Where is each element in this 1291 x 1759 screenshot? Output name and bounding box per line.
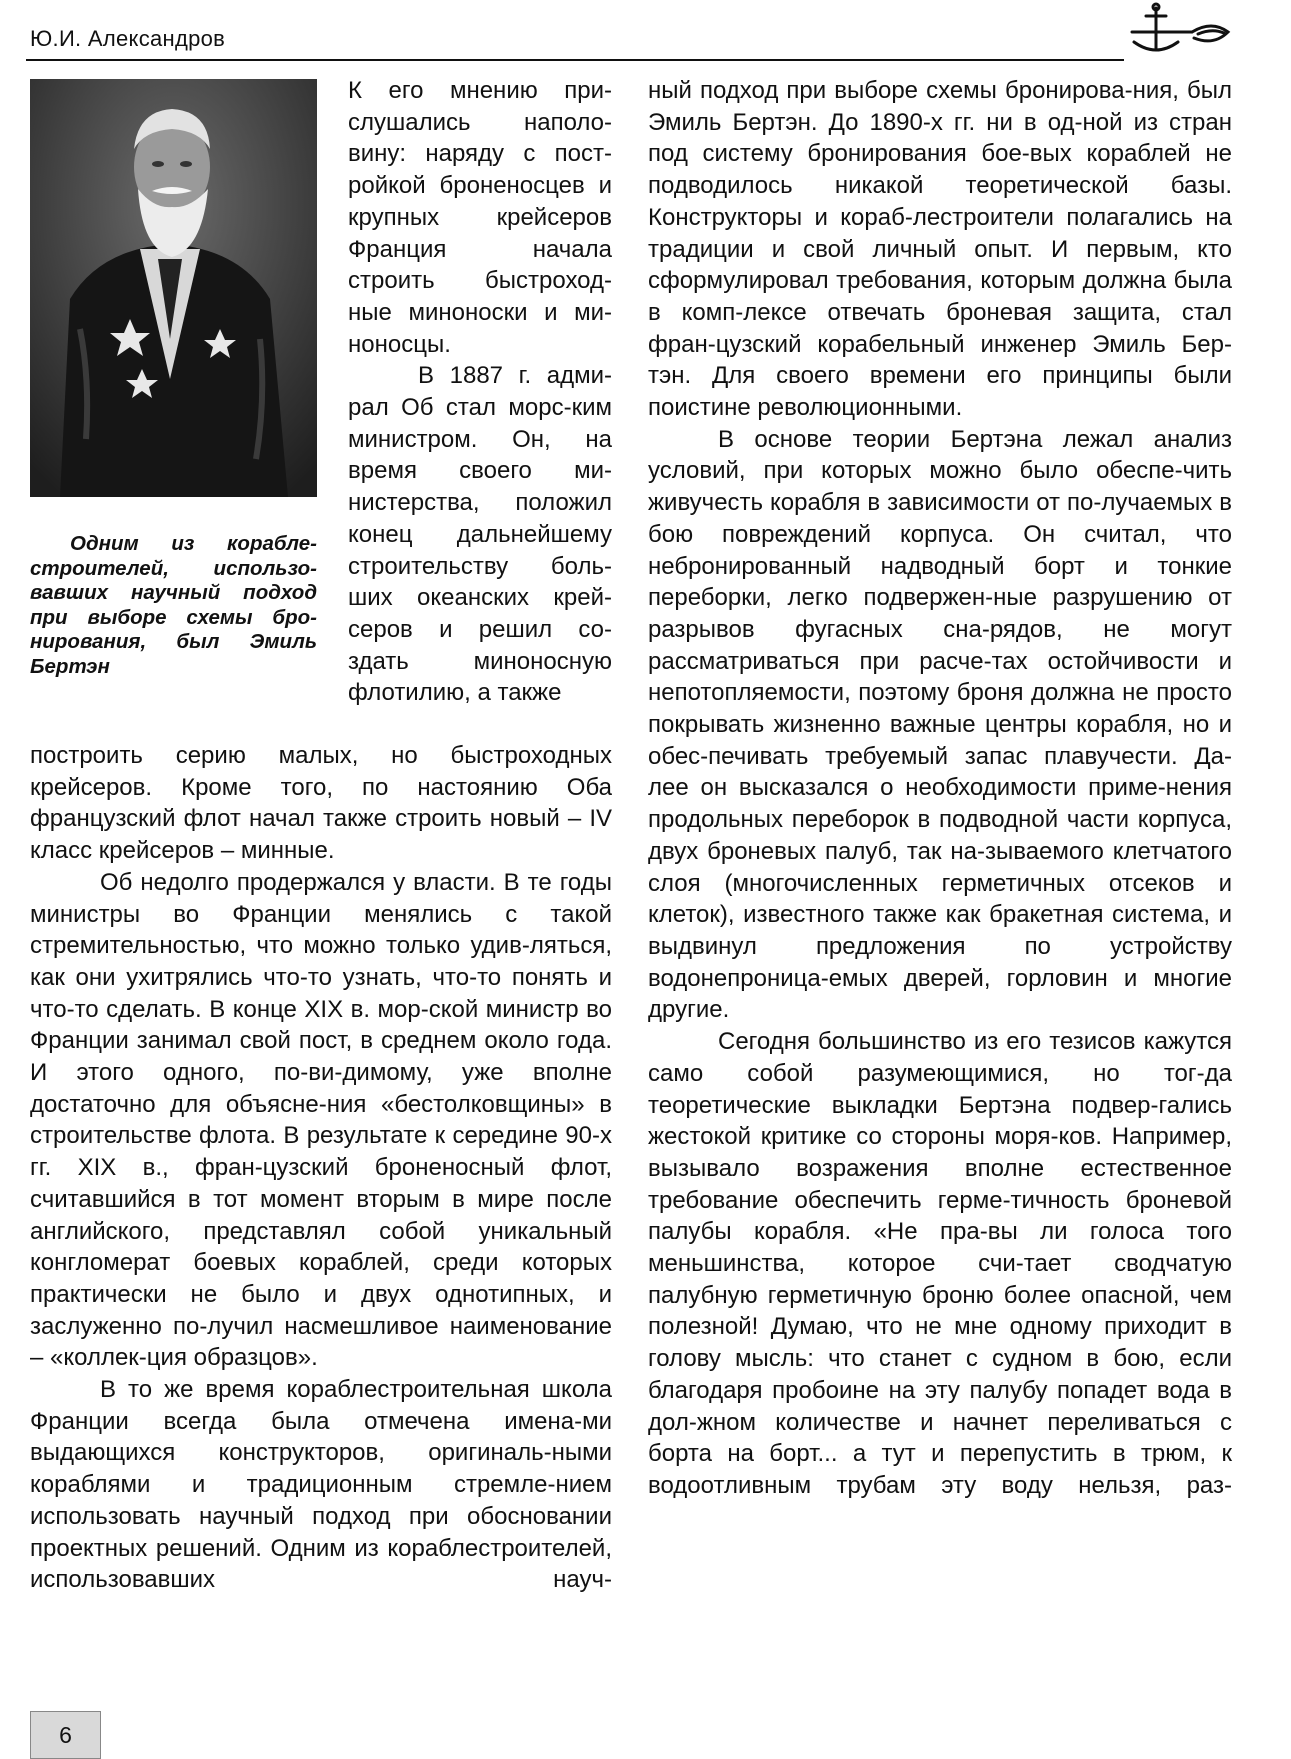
paragraph: В основе теории Бертэна лежал анализ условий, при которых можно было обеспе-чить живучесть корабля в зависимости от по-лучаемых в бою повреждений корпуса. Он считал, что небронированный надводный борт и тонкие переборки, легко подвержен-ные разрушению от разрывов фугасных сна-рядов, не могут рассматриваться при расче-тах остойчивости и непотопляемости, поэтому броня должна не просто покрывать жизненно важные центры корабля, но и обес-печивать требуемый запас плавучести. Да-лее он высказался о необходимости приме-нения продольных переборок в подводной части корпуса, двух броневых палуб, так на-зываемого клетчатого слоя (многочисленных герметичных отсеков и клеток), известного также как бракетная система, и выдвинул предложения по устройству водонепроница-емых дверей, горловин и многие другие. xyxy=(648,425,1232,1024)
column-c xyxy=(648,75,1232,1502)
column-b-bottom xyxy=(30,740,612,1596)
paragraph: Об недолго продержался у власти. В те годы министры во Франции менялись с такой стремительностью, что можно только удив-ляться, как они ухитрялись что-то узнать, что-то понять и что-то сделать. В конце XIX в. мор-ской министр во Франции занимал свой пост, в среднем около года. И этого одного, по-ви-димому, уже вполне достаточно для объясне-ния «бестолковщины» в строительстве флота. В результате к середине 90-х гг. XIX в., фран-цузский броненосный флот, считавшийся в тот момент вторым в мире после английского, представлял собой уникальный конгломерат боевых кораблей, среди которых практически не было и двух однотипных, и заслуженно по-лучил насмешливое наименование – «коллек-ция образцов». xyxy=(30,868,612,1372)
paragraph: ный подход при выборе схемы бронирова-ния, был Эмиль Бертэн. До 1890-х гг. ни в од-ной из стран под систему бронирования бое-вых кораблей не подводилось никакой теоретической базы. Конструкторы и кораб-лестроители полагались на традиции и свой личный опыт. И первым, кто сформулировал требования, которым должна была в комп-лексе отвечать броневая защита, стал фран-цузский корабельный инженер Эмиль Бер-тэн. Для своего времени его принципы были поистине революционными. xyxy=(648,77,1232,422)
header-author: Ю.И. Александров xyxy=(30,26,226,51)
paragraph: построить серию малых, но быстроходных крейсеров. Кроме того, по настоянию Оба французский флот начал также строить новый – IV класс крейсеров – минные. xyxy=(30,742,612,865)
photo-caption: Одним из корабле-строителей, использо-вавших научный подход при выборе схемы бро-нирования, был Эмиль Бертэн xyxy=(30,532,317,678)
column-b-top xyxy=(348,75,612,709)
paragraph: В 1887 г. адми-рал Об стал морс-ким министром. Он, на время своего ми-нистерства, положил конец дальнейшему строительству боль-ших океанских крей-серов и решил со-здать миноносную флотилию, а также xyxy=(348,362,612,707)
portrait-photo xyxy=(30,79,317,497)
header-rule xyxy=(26,59,1124,61)
portrait-icon xyxy=(30,79,317,497)
anchor-icon xyxy=(1128,2,1236,60)
page-number: 6 xyxy=(30,1711,101,1759)
paragraph: В то же время кораблестроительная школа Франции всегда была отмечена имена-ми выдающихся конструкторов, оригиналь-ными кораблями и традиционным стремле-нием использовать научный подход при обосновании проектных решений. Одним из кораблестроителей, использовавших науч- xyxy=(30,1376,612,1594)
paragraph: Сегодня большинство из его тезисов кажутся само собой разумеющимися, но тог-да теоретические выкладки Бертэна подвер-гались жестокой критике со стороны моря-ков. Например, вызывало возражения вполне естественное требование обеспечить герме-тичность броневой палубы корабля. «Не пра-вы ли голоса того меньшинства, которое счи-тает сводчатую палубную герметичную броню более опасной, чем полезной! Думаю, что не мне одному приходит в голову мысль: что станет с судном в бою, если благодаря пробоине на эту палубу попадет вода в дол-жном количестве и начнет переливаться с борта на борт... а тут и перепустить в трюм, к водоотливным трубам эту воду нельзя, раз- xyxy=(648,1028,1232,1499)
paragraph: К его мнению при-слушались наполо-вину: наряду с пост-ройкой броненосцев и крупных крейсеров Франция начала строить быстроход-ные миноноски и ми-ноносцы. xyxy=(348,77,612,358)
